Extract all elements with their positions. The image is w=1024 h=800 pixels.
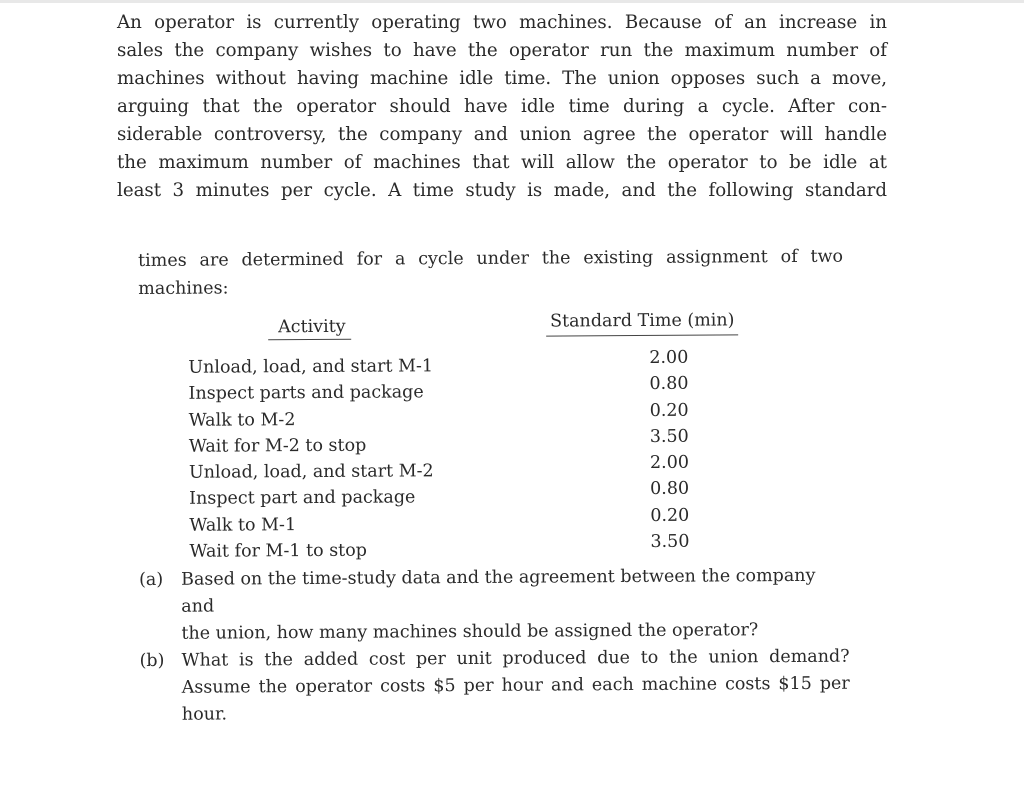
standard-time-table [150,306,772,565]
activity-column-header: Activity [268,317,352,341]
activity-cell: Wait for M-2 to stop [188,435,367,457]
intro-line: least 3 minutes per cycle. A time study is made, and the following standard [117,180,887,201]
standard-time-column-header: Standard Time (min) [546,310,739,336]
intro-line: sales the company wishes to have the operator run the maximum number of [117,40,887,61]
continuation-paragraph [138,243,843,303]
question-line: Assume the operator costs $5 per hour and each machine costs $15 per [181,673,850,698]
problem-intro-paragraph [117,9,887,205]
question-a [139,563,849,648]
time-cell: 3.50 [650,531,690,553]
time-cell: 3.50 [649,426,689,447]
activity-cell: Walk to M-1 [189,514,297,536]
time-cell: 2.00 [649,347,689,368]
activity-cell: Wait for M-1 to stop [189,540,367,562]
activity-cell: Inspect part and package [189,487,416,510]
question-b [139,644,849,729]
intro-line: siderable controversy, the company and union agree the operator will handle [117,124,887,145]
question-line: the union, how many machines should be assigned the operator? [181,620,759,644]
time-cell: 0.80 [649,374,689,395]
activity-column [188,353,434,565]
continuation-line: times are determined for a cycle under the existing assignment of two [138,246,844,271]
activity-cell: Inspect parts and package [188,382,424,405]
intro-line: An operator is currently operating two machines. Because of an increase in [117,12,887,33]
intro-line: machines without having machine idle time. The union opposes such a move, [117,68,887,89]
question-label: (a) [139,569,164,590]
time-cell: 0.80 [650,479,690,500]
intro-line: the maximum number of machines that will allow the operator to be idle at [117,152,887,173]
intro-line: arguing that the operator should have idle time during a cycle. After con- [117,96,887,117]
time-cell: 2.00 [649,452,690,474]
question-line: hour. [181,704,228,725]
activity-cell: Unload, load, and start M-2 [188,461,434,483]
question-label: (b) [139,650,165,671]
time-cell: 0.20 [650,505,690,526]
continuation-line: machines: [138,278,229,299]
question-line: Based on the time-study data and the agreement between the company and [181,565,816,617]
activity-cell: Unload, load, and start M-1 [188,356,434,378]
questions-list [139,563,850,729]
activity-cell: Walk to M-2 [188,409,296,431]
standard-time-column [628,345,689,556]
top-edge-bar [0,0,1024,3]
time-cell: 0.20 [649,400,689,421]
question-line: What is the added cost per unit produced due to the union demand? [181,646,850,671]
